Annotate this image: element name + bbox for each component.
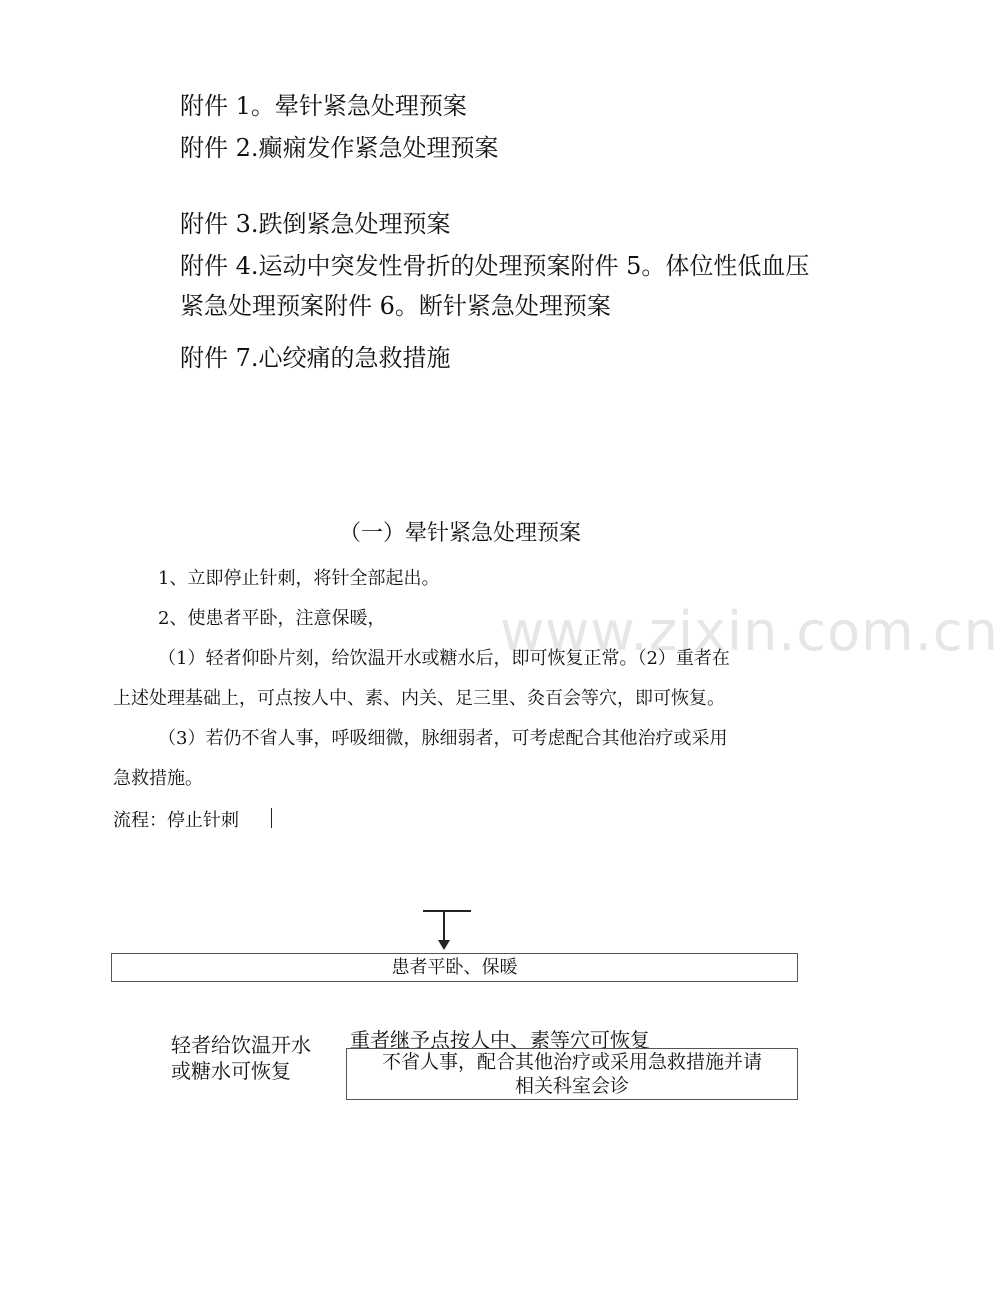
flow-critical-line1: 不省人事，配合其他治疗或采用急救措施并请 [381, 1051, 762, 1073]
flow-arrow-shaft [443, 910, 445, 942]
attachment-7: 附件 7.心绞痛的急救措施 [180, 344, 451, 372]
flow-mild-line2: 或糖水可恢复 [171, 1059, 291, 1083]
paragraph-1: 1、立即停止针刺，将针全部起出。 [158, 568, 440, 589]
flow-label: 流程：停止针刺 [113, 810, 239, 831]
watermark: www.zixin.com.cn [500, 600, 999, 663]
section-title: （一）晕针紧急处理预案 [338, 521, 581, 546]
paragraph-4-line1: （3）若仍不省人事，呼吸细微，脉细弱者，可考虑配合其他治疗或采用 [158, 728, 728, 749]
attachment-2: 附件 2.癫痫发作紧急处理预案 [180, 134, 499, 162]
attachment-3: 附件 3.跌倒紧急处理预案 [180, 210, 451, 238]
flow-tee-top [423, 910, 471, 912]
flow-mild-line1: 轻者给饮温开水 [171, 1033, 311, 1057]
flow-mild-case [171, 1032, 311, 1084]
paragraph-3-line2: 上述处理基础上，可点按人中、素、内关、足三里、灸百会等穴，即可恢复。 [113, 688, 725, 709]
paragraph-4-line2: 急救措施。 [113, 768, 203, 789]
attachment-4-cont: 紧急处理预案附件 6。断针紧急处理预案 [180, 292, 611, 320]
paragraph-3-line1: （1）轻者仰卧片刻，给饮温开水或糖水后，即可恢复正常。（2）重者在 [158, 648, 730, 669]
flow-box-critical [346, 1048, 798, 1100]
flow-critical-line2: 相关科室会诊 [514, 1075, 629, 1097]
flow-arrow-head [438, 940, 450, 950]
flow-severe-case: 重者继予点按人中、素等穴可恢复 [350, 1028, 650, 1052]
flow-box-lie-down: 患者平卧、保暖 [111, 953, 798, 982]
cursor-bar [271, 808, 272, 828]
attachment-1: 附件 1。晕针紧急处理预案 [180, 92, 467, 120]
paragraph-2: 2、使患者平卧，注意保暖， [158, 608, 386, 629]
attachment-4: 附件 4.运动中突发性骨折的处理预案附件 5。体位性低血压 [180, 252, 810, 280]
